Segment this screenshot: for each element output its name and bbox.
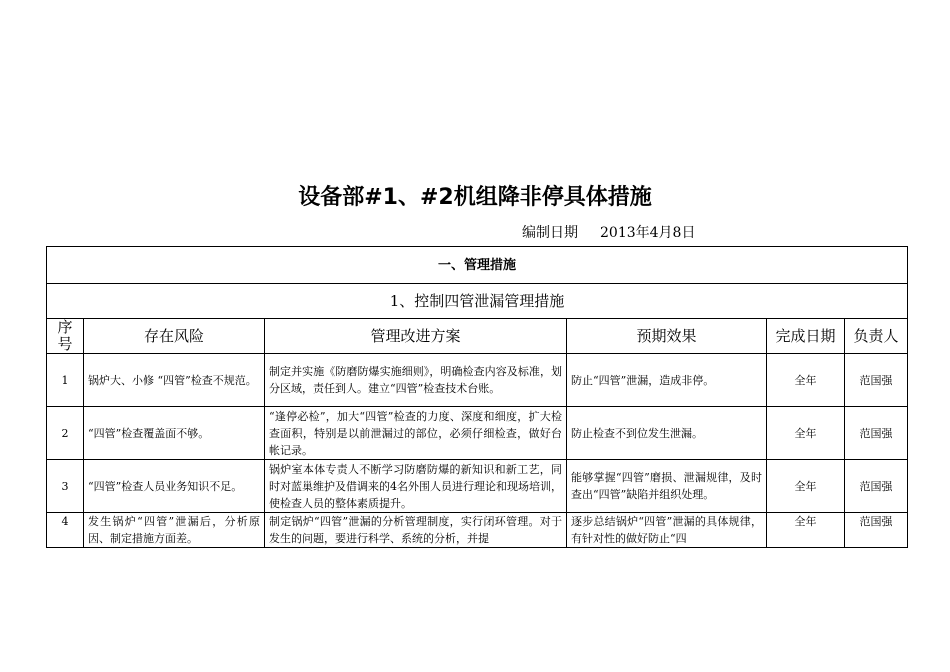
section-heading: 一、管理措施	[47, 247, 908, 284]
table-row	[47, 407, 908, 460]
effect-text: 逐步总结锅炉“四管”泄漏的具体规律，有针对性的做好防止“四	[571, 515, 762, 545]
plan-cell: “逢停必检”，加大“四管”检查的力度、深度和细度，扩大检查面积，特别是以前泄漏过的部位，必须仔细检查，做好台帐记录。	[265, 407, 567, 460]
owner-cell: 范国强	[845, 460, 908, 513]
owner-cell: 范国强	[845, 513, 908, 548]
document-title: 设备部#1、#2机组降非停具体措施	[298, 185, 652, 210]
completion-date-cell: 全年	[767, 407, 845, 460]
column-header-risk: 存在风险	[84, 319, 265, 354]
plan-cell: 锅炉室本体专责人不断学习防磨防爆的新知识和新工艺，同时对蓝巢维护及借调来的4名外围人员进行理论和现场培训，使检查人员的整体素质提升。	[265, 460, 567, 513]
risk-cell: “四管”检查覆盖面不够。	[84, 407, 265, 460]
completion-date-cell: 全年	[767, 460, 845, 513]
column-header-effect: 预期效果	[567, 319, 767, 354]
table-row	[47, 460, 908, 513]
column-header-plan: 管理改进方案	[265, 319, 567, 354]
risk-text: 发生锅炉“四管”泄漏后，分析原因、制定措施方面差。	[88, 515, 260, 545]
compile-date-label: 编制日期	[522, 225, 578, 241]
plan-text: 制定锅炉“四管”泄漏的分析管理制度，实行闭环管理。对于发生的问题，要进行科学、系统的分析，并提	[269, 515, 562, 545]
column-header-no: 序号	[47, 319, 84, 354]
plan-cell	[265, 513, 567, 548]
effect-cell: 防止“四管”泄漏，造成非停。	[567, 354, 767, 407]
section-heading-row	[47, 247, 908, 284]
effect-cell	[567, 513, 767, 548]
owner-cell: 范国强	[845, 407, 908, 460]
plan-cell: 制定并实施《防磨防爆实施细则》，明确检查内容及标准，划分区域，责任到人。建立“四管”检查技术台账。	[265, 354, 567, 407]
row-number: 1	[47, 354, 84, 407]
owner-cell: 范国强	[845, 354, 908, 407]
row-number: 2	[47, 407, 84, 460]
measures-table	[46, 246, 908, 548]
compile-date-line	[522, 222, 695, 242]
effect-cell: 能够掌握“四管”磨损、泄漏规律，及时查出“四管”缺陷并组织处理。	[567, 460, 767, 513]
table-row	[47, 513, 908, 548]
risk-cell: 锅炉大、小修 “四管”检查不规范。	[84, 354, 265, 407]
effect-cell: 防止检查不到位发生泄漏。	[567, 407, 767, 460]
completion-date-cell: 全年	[767, 513, 845, 548]
table-row	[47, 354, 908, 407]
row-number: 3	[47, 460, 84, 513]
subsection-heading-row	[47, 284, 908, 319]
column-header-date: 完成日期	[767, 319, 845, 354]
completion-date-cell: 全年	[767, 354, 845, 407]
risk-cell	[84, 513, 265, 548]
row-number: 4	[47, 513, 84, 548]
table-header-row	[47, 319, 908, 354]
compile-date-value: 2013年4月8日	[600, 225, 696, 241]
column-header-owner: 负责人	[845, 319, 908, 354]
subsection-heading: 1、控制四管泄漏管理措施	[47, 284, 908, 319]
risk-cell: “四管”检查人员业务知识不足。	[84, 460, 265, 513]
